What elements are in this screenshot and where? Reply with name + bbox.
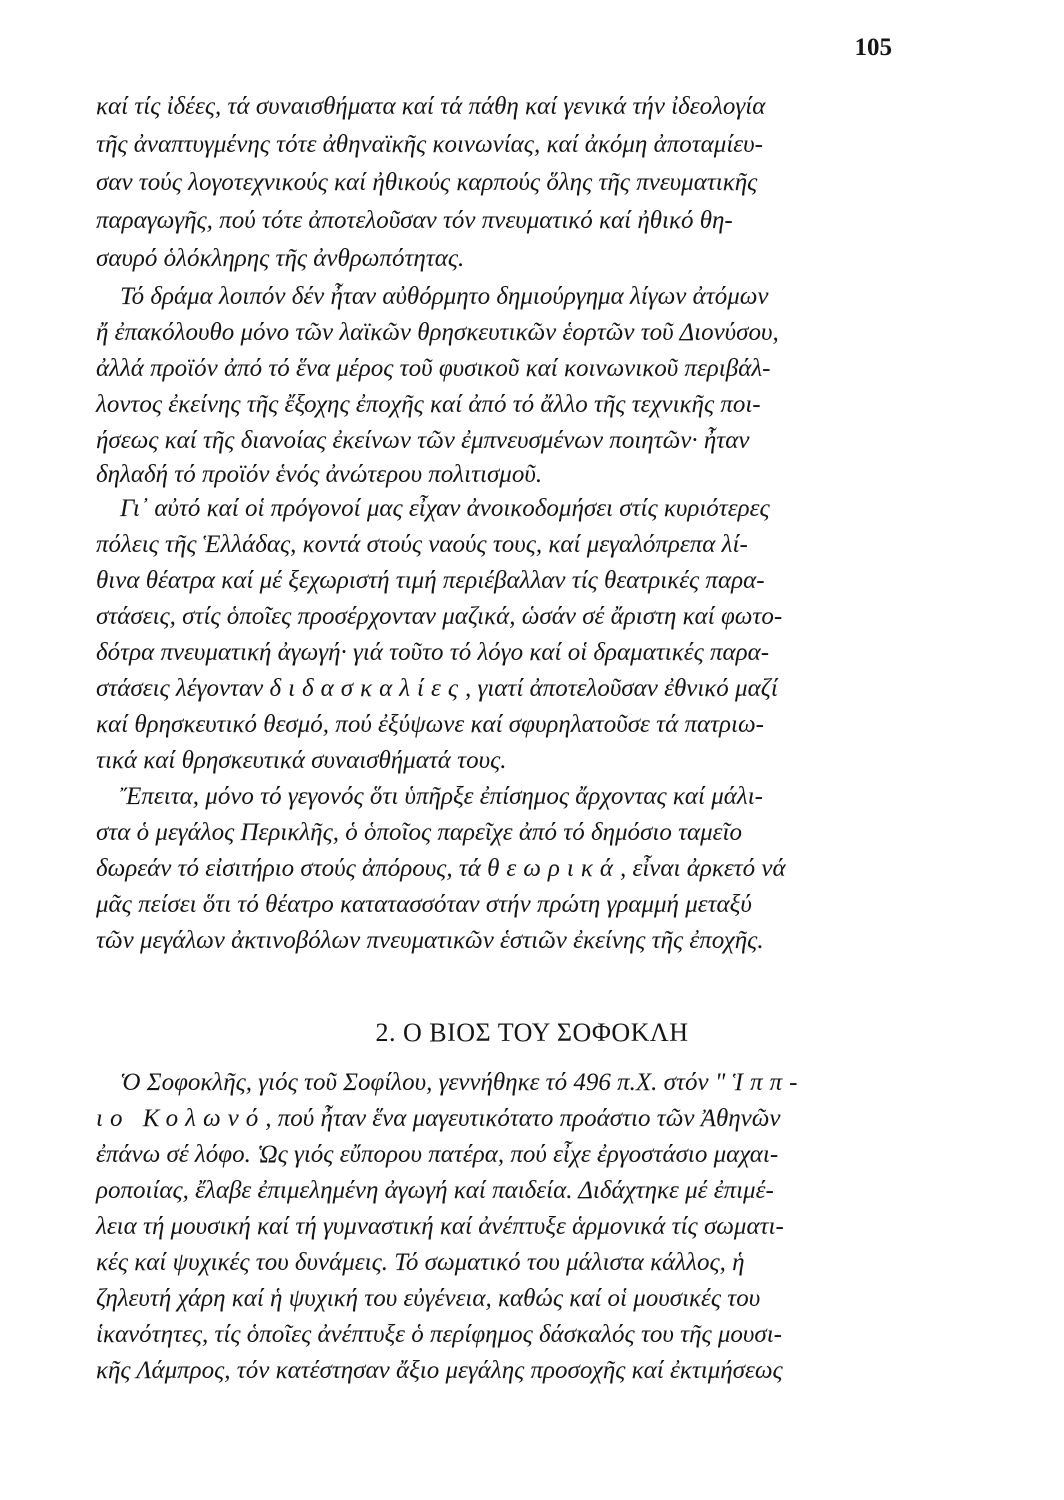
text-line: λοντος ἐκείνης τῆς ἔξοχης ἐποχῆς καί ἀπό τό ἄλλο τῆς τεχνικῆς ποι- bbox=[96, 391, 761, 418]
text-line bbox=[0, 852, 786, 886]
section-heading: 2. Ο ΒΙΟΣ ΤΟΥ ΣΟΦΟΚΛΗ bbox=[375, 1018, 689, 1047]
text-run: , γιατί ἀποτελοῦσαν ἐθνικό μαζί bbox=[465, 675, 778, 702]
text-line bbox=[0, 1066, 804, 1100]
text-line: πόλεις τῆς Ἑλλάδας, κοντά στούς ναούς τους, καί μεγαλόπρεπα λί- bbox=[96, 531, 748, 558]
text-line bbox=[0, 672, 778, 706]
text-line: τικά καί θρησκευτικά συναισθήματά τους. bbox=[96, 747, 507, 774]
text-line: στα ὁ μεγάλος Περικλῆς, ὁ ὁποῖος παρεῖχε ἀπό τό δημόσιο ταμεῖο bbox=[96, 819, 742, 846]
text-line: ἤ ἐπακόλουθο μόνο τῶν λαϊκῶν θρησκευτικῶν ἑορτῶν τοῦ Διονύσου, bbox=[96, 319, 779, 346]
text-line: τῆς ἀναπτυγμένης τότε ἀθηναϊκῆς κοινωνίας, καί ἀκόμη ἀποταμίευ- bbox=[96, 131, 763, 158]
text-run: στάσεις λέγονταν bbox=[96, 675, 270, 702]
text-line: κές καί ψυχικές του δυνάμεις. Τό σωματικό του μάλιστα κάλλος, ἡ bbox=[96, 1249, 745, 1276]
text-line: κῆς Λάμπρος, τόν κατέστησαν ἄξιο μεγάλης προσοχῆς καί ἐκτιμήσεως bbox=[96, 1357, 783, 1384]
text-line: ήσεως καί τῆς διανοίας ἐκείνων τῶν ἐμπνευσμένων ποιητῶν· ἦταν bbox=[96, 427, 750, 454]
text-line: λεια τή μουσική καί τή γυμναστική καί ἀνέπτυξε ἁρμονικά τίς σωματι- bbox=[96, 1213, 784, 1240]
text-run: , πού ἦταν ἕνα μαγευτικότατο προάστιο τῶν Ἀθηνῶν bbox=[265, 1105, 781, 1132]
text-line: Γι᾽ αὐτό καί οἱ πρόγονοί μας εἶχαν ἀνοικοδομήσει στίς κυριότερες bbox=[120, 495, 770, 522]
text-line: σαυρό ὁλόκληρης τῆς ἀνθρωπότητας. bbox=[96, 245, 465, 272]
spaced-term-didaskalies: διδασκαλίες bbox=[269, 675, 465, 702]
text-line: ἐπάνω σέ λόφο. Ὡς γιός εὔπορου πατέρα, πού εἶχε ἐργοστάσιο μαχαι- bbox=[96, 1141, 779, 1168]
text-line: Ἔπειτα, μόνο τό γεγονός ὅτι ὑπῆρξε ἐπίσημος ἄρχοντας καί μάλι- bbox=[120, 783, 763, 810]
text-run: , εἶναι ἀρκετό νά bbox=[620, 855, 786, 882]
text-run: δωρεάν τό εἰσιτήριο στούς ἀπόρους, τά bbox=[96, 855, 488, 882]
spaced-term-kolono: ιο Κολωνό bbox=[96, 1105, 266, 1132]
spaced-term-hippio: "Ἱππ- bbox=[714, 1069, 805, 1096]
text-line: μᾶς πείσει ὅτι τό θέατρο κατατασσόταν στήν πρώτη γραμμή μεταξύ bbox=[96, 891, 752, 918]
text-line: καί τίς ἰδέες, τά συναισθήματα καί τά πάθη καί γενικά τήν ἰδεολογία bbox=[96, 93, 766, 120]
page-number: 105 bbox=[854, 34, 892, 61]
spaced-term-theorika: θεωρικά bbox=[487, 855, 620, 882]
text-line: ἀλλά προϊόν ἀπό τό ἕνα μέρος τοῦ φυσικοῦ καί κοινωνικοῦ περιβάλ- bbox=[96, 355, 771, 382]
text-line: θινα θέατρα καί μέ ξεχωριστή τιμή περιέβαλλαν τίς θεατρικές παρα- bbox=[96, 567, 765, 594]
text-line: ροποιίας, ἔλαβε ἐπιμελημένη ἀγωγή καί παιδεία. Διδάχτηκε μέ ἐπιμέ- bbox=[96, 1177, 774, 1204]
text-line: ζηλευτή χάρη καί ἡ ψυχική του εὐγένεια, καθώς καί οἱ μουσικές του bbox=[96, 1285, 761, 1312]
text-line: παραγωγῆς, πού τότε ἀποτελοῦσαν τόν πνευματικό καί ἠθικό θη- bbox=[96, 207, 733, 234]
text-line: τῶν μεγάλων ἀκτινοβόλων πνευματικῶν ἑστιῶν ἐκείνης τῆς ἐποχῆς. bbox=[96, 927, 764, 954]
text-line: ἱκανότητες, τίς ὁποῖες ἀνέπτυξε ὁ περίφημος δάσκαλός του τῆς μουσι- bbox=[96, 1321, 782, 1348]
text-line: σαν τούς λογοτεχνικούς καί ἠθικούς καρπούς ὅλης τῆς πνευματικῆς bbox=[96, 169, 758, 196]
text-line: καί θρησκευτικό θεσμό, πού ἐξύψωνε καί σφυρηλατοῦσε τά πατριω- bbox=[96, 711, 764, 738]
text-line bbox=[0, 1102, 781, 1136]
text-line: στάσεις, στίς ὁποῖες προσέρχονταν μαζικά, ὡσάν σέ ἄριστη καί φωτο- bbox=[96, 603, 783, 630]
text-run: Ὁ Σοφοκλῆς, γιός τοῦ Σοφίλου, γεννήθηκε τό 496 π.Χ. στόν bbox=[120, 1069, 715, 1096]
text-line: δότρα πνευματική ἀγωγή· γιά τοῦτο τό λόγο καί οἱ δραματικές παρα- bbox=[96, 639, 770, 666]
text-line: Τό δράμα λοιπόν δέν ἦταν αὐθόρμητο δημιούργημα λίγων ἀτόμων bbox=[120, 283, 769, 310]
text-line: δηλαδή τό προϊόν ἑνός ἀνώτερου πολιτισμοῦ. bbox=[96, 461, 543, 488]
